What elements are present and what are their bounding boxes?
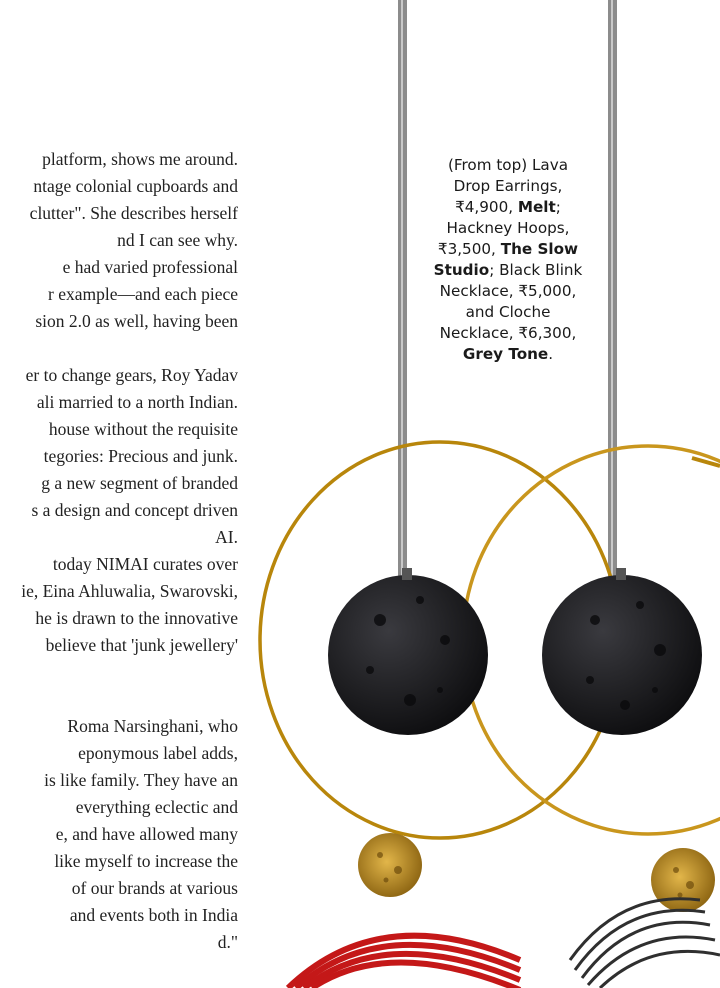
article-line: nd I can see why. [117, 230, 238, 250]
caption-text-1: (From top) Lava Drop Earrings, ₹4,900, [447, 156, 569, 216]
caption-text-4: . [548, 345, 554, 363]
article-line: he is drawn to the innovative [35, 608, 238, 628]
caption-brand-1: Melt [517, 198, 556, 216]
article-line: tegories: Precious and junk. [43, 446, 238, 466]
article-line: ali married to a north Indian. [36, 392, 238, 412]
caption-brand-2: The Slow Studio [433, 240, 579, 279]
right-lava-bead [542, 575, 702, 735]
article-line: g a new segment of branded [41, 473, 238, 493]
article-line: Roma Narsinghani, who [67, 716, 238, 736]
article-line: e had varied professional [62, 257, 238, 277]
article-line: s a design and concept driven [31, 500, 238, 520]
article-line: eponymous label adds, [78, 743, 238, 763]
article-line: believe that 'junk jewellery' [45, 635, 238, 655]
article-line: sion 2.0 as well, having been [35, 311, 238, 331]
product-caption [428, 155, 588, 365]
caption-text-3: ; Black Blink Necklace, ₹5,000, and Cloche Necklace, ₹6,300, [439, 261, 583, 342]
right-gold-coin [651, 848, 715, 912]
article-line: and events both in India [69, 905, 238, 925]
article-line: today NIMAI curates over [52, 554, 238, 574]
left-gold-coin [358, 833, 422, 897]
article-line: like myself to increase the [54, 851, 238, 871]
red-cord-necklace [288, 936, 520, 988]
article-line: er to change gears, Roy Yadav [25, 365, 238, 385]
article-line: ie, Eina Ahluwalia, Swarovski, [21, 581, 238, 601]
article-line: platform, shows me around. [42, 149, 238, 169]
caption-text-2: ; Hackney Hoops, ₹3,500, [437, 198, 570, 258]
article-line: clutter". She describes herself [29, 203, 238, 223]
article-line: house without the requisite [48, 419, 238, 439]
article-line: everything eclectic and [75, 797, 238, 817]
article-line: AI. [215, 527, 238, 547]
article-line: is like family. They have an [44, 770, 238, 790]
dark-cord-necklace [570, 899, 720, 988]
jewellery-photo [250, 0, 720, 988]
article-line: e, and have allowed many [55, 824, 238, 844]
article-line: ntage colonial cupboards and [33, 176, 238, 196]
caption-brand-3: Grey Tone [462, 345, 549, 363]
left-lava-bead [328, 575, 488, 735]
article-line: of our brands at various [71, 878, 238, 898]
article-line: d." [217, 932, 238, 952]
article-line: r example—and each piece [48, 284, 238, 304]
